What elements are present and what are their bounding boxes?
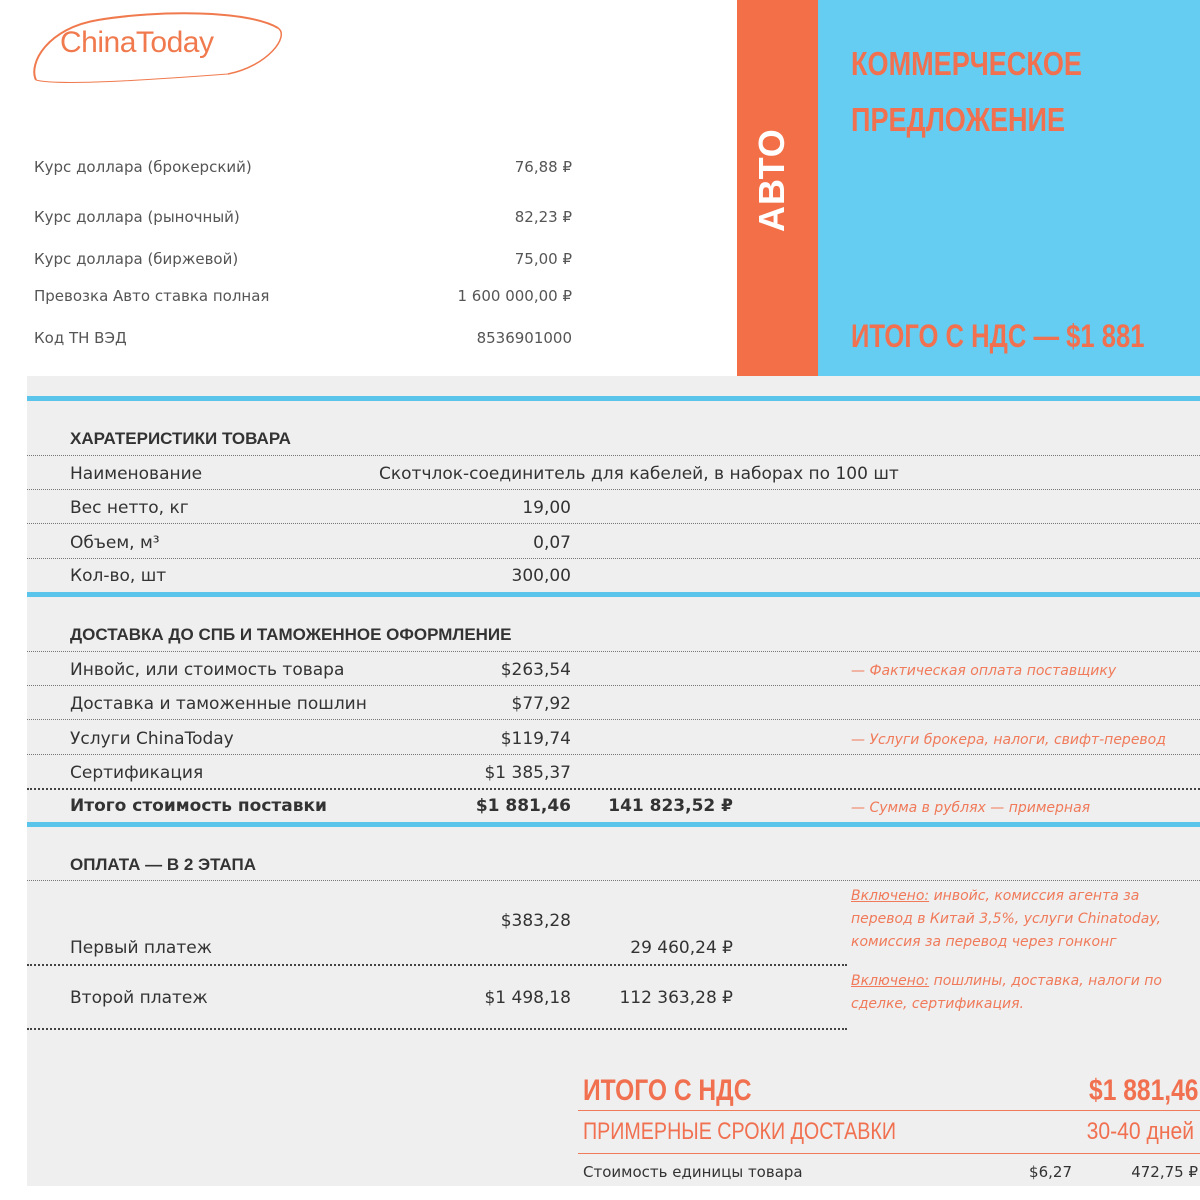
weight-label: Вес нетто, кг — [70, 498, 189, 518]
row-divider — [27, 685, 1200, 686]
invoice-value: $263,54 — [500, 660, 571, 680]
rate-label: Код ТН ВЭД — [34, 329, 127, 347]
row-divider — [27, 455, 1200, 456]
rate-label: Курс доллара (биржевой) — [34, 250, 239, 268]
note-prefix: Включено: — [851, 973, 930, 989]
product-name-label: Наименование — [70, 464, 203, 484]
rate-label: Превозка Авто ставка полная — [34, 287, 270, 305]
delivery-total-rub: 141 823,52 ₽ — [608, 796, 733, 816]
first-payment-rub: 29 460,24 ₽ — [630, 938, 733, 958]
note-prefix: Включено: — [851, 888, 930, 904]
rate-label: Курс доллара (рыночный) — [34, 208, 240, 226]
rate-value: 76,88 ₽ — [514, 158, 572, 176]
mode-band — [737, 0, 818, 376]
services-note: — Услуги брокера, налоги, свифт-перевод — [851, 732, 1166, 748]
offer-title-panel — [818, 0, 1200, 376]
services-value: $119,74 — [500, 729, 571, 749]
delivery-total-note: — Сумма в рублях — примерная — [851, 800, 1091, 816]
certification-value: $1 385,37 — [484, 763, 571, 783]
row-divider — [27, 558, 1200, 559]
first-payment-usd: $383,28 — [500, 911, 571, 931]
quantity-value: 300,00 — [511, 566, 571, 586]
rate-value: 82,23 ₽ — [514, 208, 572, 226]
rate-value: 75,00 ₽ — [514, 250, 572, 268]
product-name-value: Скотчлок-соединитель для кабелей, в наборах по 100 шт — [379, 464, 899, 484]
note-text: инвойс, комиссия агента за перевод в Китай 3,5%, услуги Chinatoday, комиссия за перевод через гонконг — [851, 888, 1161, 950]
delivery-terms-label: ПРИМЕРНЫЕ СРОКИ ДОСТАВКИ — [583, 1118, 897, 1145]
delivery-terms-value: 30-40 дней — [1086, 1118, 1194, 1145]
logo-text: ChinaToday — [60, 26, 214, 59]
weight-value: 19,00 — [522, 498, 571, 518]
quantity-label: Кол-во, шт — [70, 566, 167, 586]
delivery-total-usd: $1 881,46 — [475, 796, 571, 816]
row-divider — [27, 489, 1200, 490]
delivery-heading: ДОСТАВКА ДО СПБ И ТАМОЖЕННОЕ ОФОРМЛЕНИЕ — [70, 625, 512, 644]
invoice-label: Инвойс, или стоимость товара — [70, 660, 345, 680]
second-payment-usd: $1 498,18 — [484, 988, 571, 1008]
unit-cost-label: Стоимость единицы товара — [583, 1163, 803, 1181]
row-divider — [27, 1028, 847, 1030]
rate-value: 1 600 000,00 ₽ — [457, 287, 572, 305]
payment-heading: ОПЛАТА — В 2 ЭТАПА — [70, 855, 256, 874]
volume-value: 0,07 — [533, 533, 571, 553]
delivery-total-label: Итого стоимость поставки — [70, 796, 327, 816]
row-divider — [27, 651, 1200, 652]
second-payment-note — [851, 970, 1196, 1016]
row-divider — [27, 754, 1200, 755]
services-label: Услуги ChinaToday — [70, 729, 234, 749]
row-divider — [27, 880, 1200, 881]
second-payment-label: Второй платеж — [70, 988, 208, 1008]
section-divider — [27, 822, 1200, 827]
page-title — [851, 36, 1130, 148]
first-payment-label: Первый платеж — [70, 938, 213, 958]
header-total: ИТОГО С НДС — $1 881 — [851, 318, 1145, 354]
summary-divider — [578, 1110, 1200, 1111]
section-divider — [27, 396, 1200, 401]
rate-label: Курс доллара (брокерский) — [34, 158, 252, 176]
row-divider — [27, 788, 1200, 790]
title-line-2: ПРЕДЛОЖЕНИЕ — [851, 101, 1066, 138]
summary-total-label: ИТОГО С НДС — [583, 1074, 752, 1107]
note-text: пошлины, доставка, налоги по сделке, сертификация. — [851, 973, 1162, 1012]
summary-total-value: $1 881,46 — [1088, 1074, 1198, 1107]
section-divider — [27, 592, 1200, 597]
customs-value: $77,92 — [511, 694, 571, 714]
row-divider — [27, 964, 847, 966]
china-today-logo — [28, 8, 298, 88]
title-line-1: КОММЕРЧЕСКОЕ — [851, 45, 1082, 82]
customs-label: Доставка и таможенные пошлин — [70, 694, 367, 714]
product-heading: ХАРАТЕРИСТИКИ ТОВАРА — [70, 429, 291, 448]
mode-label: АВТО — [751, 128, 792, 232]
first-payment-note — [851, 885, 1196, 954]
summary-divider — [578, 1153, 1200, 1154]
unit-cost-usd: $6,27 — [1029, 1163, 1072, 1181]
volume-label: Объем, м³ — [70, 533, 160, 553]
invoice-note: — Фактическая оплата поставщику — [851, 663, 1117, 679]
rate-value: 8536901000 — [476, 329, 572, 347]
second-payment-rub: 112 363,28 ₽ — [619, 988, 733, 1008]
certification-label: Сертификация — [70, 763, 204, 783]
row-divider — [27, 719, 1200, 720]
unit-cost-rub: 472,75 ₽ — [1131, 1163, 1198, 1181]
row-divider — [27, 523, 1200, 524]
